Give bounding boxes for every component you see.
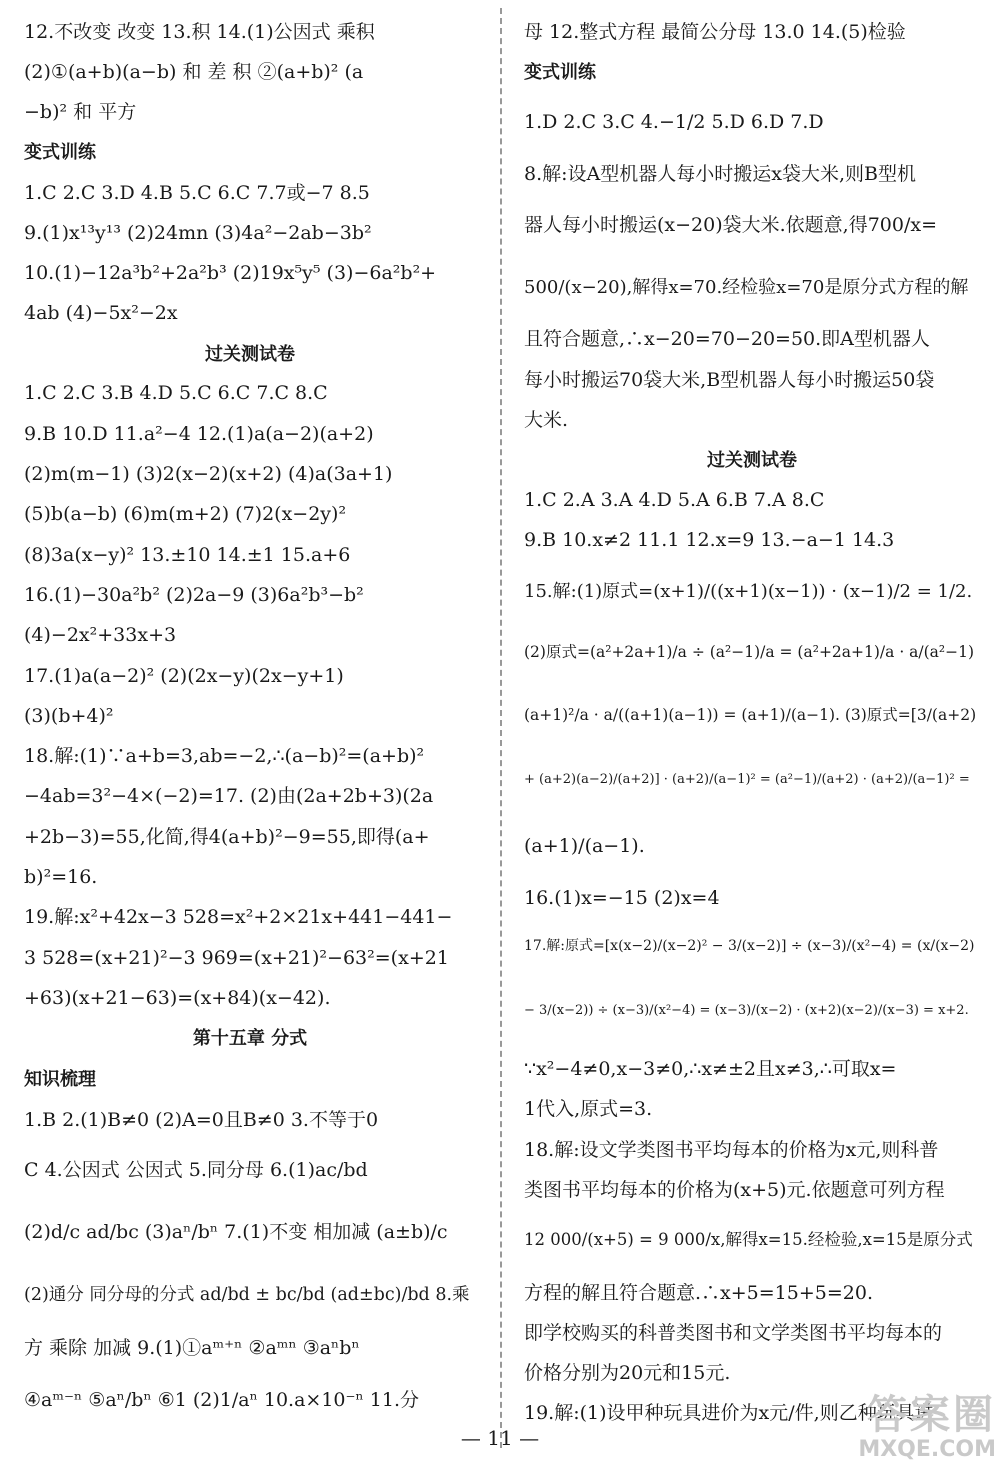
text-line: (2)原式=(a²+2a+1)/a ÷ (a²−1)/a = (a²+2a+1)/a · a/(a²−1)	[524, 643, 975, 661]
text-line: 即学校购买的科普类图书和文学类图书平均每本的	[524, 1322, 943, 1344]
text-line: 1.B 2.(1)B≠0 (2)A=0且B≠0 3.不等于0	[24, 1109, 379, 1131]
text-line: 类图书平均每本的价格为(x+5)元.依题意可列方程	[524, 1179, 945, 1201]
text-line: 1.C 2.C 3.B 4.D 5.C 6.C 7.C 8.C	[24, 382, 328, 404]
text-line: (a+1)/(a−1).	[524, 835, 645, 857]
section-heading: 知识梳理	[24, 1069, 96, 1090]
text-line: (2)d/c ad/bc (3)aⁿ/bⁿ 7.(1)不变 相加减 (a±b)/c	[24, 1221, 448, 1243]
text-line: (2)通分 同分母的分式 ad/bd ± bc/bd (ad±bc)/bd 8.乘	[24, 1285, 470, 1305]
text-line: 母 12.整式方程 最简公分母 13.0 14.(5)检验	[524, 21, 906, 43]
text-line: 器人每小时搬运(x−20)袋大米.依题意,得700/x=	[524, 214, 938, 236]
text-line: 每小时搬运70袋大米,B型机器人每小时搬运50袋	[524, 369, 935, 391]
text-line: 大米.	[524, 409, 569, 431]
text-line: 19.解:x²+42x−3 528=x²+2×21x+441−441−	[24, 906, 453, 928]
text-line: 16.(1)−30a²b² (2)2a−9 (3)6a²b³−b²	[24, 584, 364, 606]
watermark-logo	[806, 1392, 996, 1475]
text-line: 18.解:(1)∵a+b=3,ab=−2,∴(a−b)²=(a+b)²	[24, 745, 425, 767]
text-line: 3 528=(x+21)²−3 969=(x+21)²−63²=(x+21	[24, 947, 449, 969]
text-line: ∵x²−4≠0,x−3≠0,∴x≠±2且x≠3,∴可取x=	[524, 1058, 897, 1080]
text-line: (a+1)²/a · a/((a+1)(a−1)) = (a+1)/(a−1). (3)原式=[3/(a+2)	[524, 706, 977, 724]
text-line: 方程的解且符合题意.∴x+5=15+5=20.	[524, 1282, 874, 1304]
text-line: b)²=16.	[24, 866, 98, 888]
text-line: 1代入,原式=3.	[524, 1098, 653, 1120]
section-heading: 变式训练	[524, 62, 596, 83]
text-line: 17.(1)a(a−2)² (2)(2x−y)(2x−y+1)	[24, 665, 344, 687]
text-line: 1.C 2.C 3.D 4.B 5.C 6.C 7.7或−7 8.5	[24, 182, 370, 204]
text-line: (3)(b+4)²	[24, 705, 114, 727]
text-line: 500/(x−20),解得x=70.经检验x=70是原分式方程的解	[524, 277, 969, 298]
watermark-line2: MXQE.COM	[858, 1437, 996, 1462]
text-line: 9.B 10.x≠2 11.1 12.x=9 13.−a−1 14.3	[524, 529, 895, 551]
text-line: − 3/(x−2)) ÷ (x−3)/(x²−4) = (x−3)/(x−2) · (x+2)(x−2)/(x−3) = x+2.	[524, 1003, 969, 1018]
text-line: 9.(1)x¹³y¹³ (2)24mn (3)4a²−2ab−3b²	[24, 222, 372, 244]
text-line: −b)² 和 平方	[24, 101, 137, 123]
section-heading: 过关测试卷	[205, 344, 295, 365]
text-line: +2b−3)=55,化简,得4(a+b)²−9=55,即得(a+	[24, 826, 430, 848]
text-line: 且符合题意,∴x−20=70−20=50.即A型机器人	[524, 328, 930, 350]
text-line: + (a+2)(a−2)/(a+2)] · (a+2)/(a−1)² = (a²−1)/(a+2) · (a+2)/(a−1)² =	[524, 772, 970, 787]
text-line: 19.解:(1)设甲种玩具进价为x元/件,则乙种玩具进	[524, 1402, 934, 1424]
text-line: +63)(x+21−63)=(x+84)(x−42).	[24, 987, 331, 1009]
text-line: 17.解:原式=[x(x−2)/(x−2)² − 3/(x−2)] ÷ (x−3)/(x²−4) = (x/(x−2)	[524, 938, 975, 954]
text-line: 8.解:设A型机器人每小时搬运x袋大米,则B型机	[524, 163, 916, 185]
column-divider	[500, 8, 502, 1448]
watermark-line1: 答案圈	[867, 1392, 996, 1438]
text-line: C 4.公因式 公因式 5.同分母 6.(1)ac/bd	[24, 1159, 368, 1181]
text-line: 1.C 2.A 3.A 4.D 5.A 6.B 7.A 8.C	[524, 489, 825, 511]
text-line: 方 乘除 加减 9.(1)①aᵐ⁺ⁿ ②aᵐⁿ ③aⁿbⁿ	[24, 1337, 360, 1359]
text-line: 12.不改变 改变 13.积 14.(1)公因式 乘积	[24, 21, 375, 43]
text-line: (2)①(a+b)(a−b) 和 差 积 ②(a+b)² (a	[24, 61, 364, 83]
text-line: 15.解:(1)原式=(x+1)/((x+1)(x−1)) · (x−1)/2 = 1/2.	[524, 581, 973, 602]
page-number: — 11 —	[460, 1426, 540, 1450]
text-line: 4ab (4)−5x²−2x	[24, 302, 178, 324]
text-line: 9.B 10.D 11.a²−4 12.(1)a(a−2)(a+2)	[24, 423, 374, 445]
text-line: (2)m(m−1) (3)2(x−2)(x+2) (4)a(3a+1)	[24, 463, 393, 485]
text-line: 价格分别为20元和15元.	[524, 1362, 731, 1384]
text-line: 10.(1)−12a³b²+2a²b³ (2)19x⁵y⁵ (3)−6a²b²+	[24, 262, 437, 284]
text-line: 1.D 2.C 3.C 4.−1/2 5.D 6.D 7.D	[524, 111, 824, 133]
section-heading: 变式训练	[24, 142, 96, 163]
text-line: (8)3a(x−y)² 13.±10 14.±1 15.a+6	[24, 544, 351, 566]
text-line: 18.解:设文学类图书平均每本的价格为x元,则科普	[524, 1139, 939, 1161]
text-line: ④aᵐ⁻ⁿ ⑤aⁿ/bⁿ ⑥1 (2)1/aⁿ 10.a×10⁻ⁿ 11.分	[24, 1389, 420, 1411]
text-line: 16.(1)x=−15 (2)x=4	[524, 887, 720, 909]
text-line: (4)−2x²+33x+3	[24, 624, 177, 646]
section-heading: 过关测试卷	[707, 450, 797, 471]
text-line: −4ab=3²−4×(−2)=17. (2)由(2a+2b+3)(2a	[24, 785, 434, 807]
text-line: (5)b(a−b) (6)m(m+2) (7)2(x−2y)²	[24, 503, 347, 525]
chapter-title: 第十五章 分式	[192, 1028, 308, 1049]
text-line: 12 000/(x+5) = 9 000/x,解得x=15.经检验,x=15是原分式	[524, 1230, 973, 1249]
